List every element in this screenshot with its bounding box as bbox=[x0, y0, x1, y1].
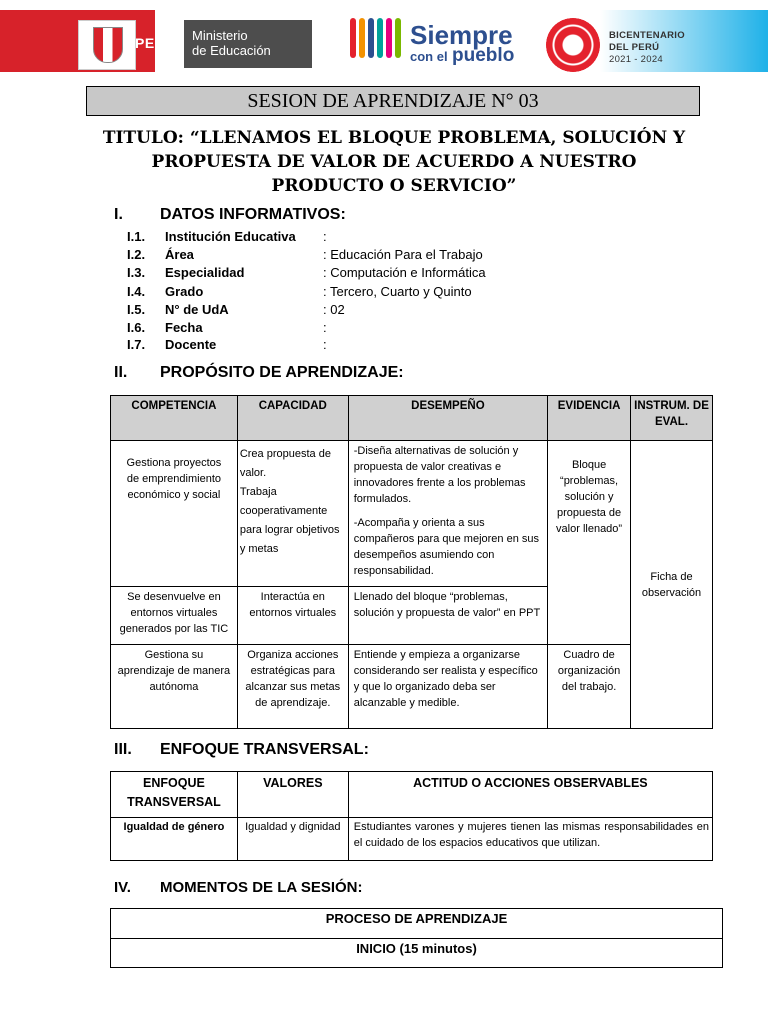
slogan-subtitle: con el pueblo bbox=[410, 45, 515, 66]
actitud-cell: Estudiantes varones y mujeres tienen las mismas responsabilidades en el cuidado de los espacios educativos que utilizan. bbox=[348, 818, 712, 861]
country-label: PERÚ bbox=[135, 35, 176, 51]
proceso-cell: PROCESO DE APRENDIZAJE bbox=[111, 909, 723, 939]
bicentenario-logo-icon bbox=[546, 18, 600, 72]
desempeno-cell: Entiende y empieza a organizarse considerando ser realista y específico y que lo organizado deba ser alcanzable y medible. bbox=[348, 645, 547, 729]
desempeno-cell: Llenado del bloque “problemas, solución y propuesta de valor” en PPT bbox=[348, 587, 547, 645]
header-capacidad: CAPACIDAD bbox=[237, 396, 348, 441]
header-valores: VALORES bbox=[237, 772, 348, 818]
ministry-label: Ministerio de Educación bbox=[192, 28, 271, 58]
momentos-table bbox=[110, 908, 723, 968]
capacidad-cell: Organiza acciones estratégicas para alcanzar sus metas de aprendizaje. bbox=[237, 645, 348, 729]
table-header-row bbox=[111, 396, 713, 441]
table-row bbox=[111, 441, 713, 587]
session-title: SESION DE APRENDIZAJE N° 03 bbox=[86, 86, 700, 116]
header-instrumento: INSTRUM. DE EVAL. bbox=[631, 396, 713, 441]
capacidad-cell: Crea propuesta de valor. Trabaja cooperativamente para lograr objetivos y metas bbox=[237, 441, 348, 587]
header-actitud: ACTITUD O ACCIONES OBSERVABLES bbox=[348, 772, 712, 818]
competencia-cell: Gestiona su aprendizaje de manera autónoma bbox=[111, 645, 238, 729]
instrumento-cell: Ficha de observación bbox=[631, 441, 713, 729]
competencia-cell: Gestiona proyectos de emprendimiento económico y social bbox=[111, 441, 238, 587]
table-row bbox=[111, 645, 713, 729]
inicio-cell: INICIO (15 minutos) bbox=[111, 939, 723, 968]
lesson-title: TITULO: “LLENAMOS EL BLOQUE PROBLEMA, SOLUCIÓN Y PROPUESTA DE VALOR DE ACUERDO A NUESTRO PRODUCTO O SERVICIO” bbox=[102, 128, 686, 196]
slogan-title: Siempre bbox=[410, 20, 513, 50]
table-header-row bbox=[111, 772, 713, 818]
people-logo-icon bbox=[350, 18, 406, 72]
capacidad-cell: Interactúa en entornos virtuales bbox=[237, 587, 348, 645]
enfoque-table bbox=[110, 771, 713, 861]
enfoque-cell: Igualdad de género bbox=[111, 818, 238, 861]
competencia-cell: Se desenvuelve en entornos virtuales generados por las TIC bbox=[111, 587, 238, 645]
bicentenario-label: BICENTENARIO DEL PERÚ 2021 - 2024 bbox=[609, 30, 685, 65]
proposito-table bbox=[110, 395, 713, 729]
desempeno-cell: -Diseña alternativas de solución y propuesta de valor creativas e innovadores frente a los problemas formulados. -Acompaña y orienta a sus compañeros para que mejoren en sus desempeños asumiendo con responsabilidad. bbox=[348, 441, 547, 587]
evidencia-cell: Cuadro de organización del trabajo. bbox=[548, 645, 631, 729]
header-competencia: COMPETENCIA bbox=[111, 396, 238, 441]
evidencia-cell: Bloque “problemas, solución y propuesta de valor llenado” bbox=[548, 441, 631, 645]
header-enfoque: ENFOQUE TRANSVERSAL bbox=[111, 772, 238, 818]
table-row bbox=[111, 909, 723, 939]
valores-cell: Igualdad y dignidad bbox=[237, 818, 348, 861]
header-evidencia: EVIDENCIA bbox=[548, 396, 631, 441]
table-row bbox=[111, 939, 723, 968]
header-banner bbox=[0, 0, 768, 80]
coat-of-arms-icon bbox=[78, 20, 136, 70]
datos-list: I.1. Institución Educativa : I.2. Área : Educación Para el Trabajo I.3. Especialidad : Computación e Informática I.4. Grado : Tercero, Cuarto y Quinto I.5. N° de UdA : 02 I.6. Fecha : I.7. Docente : bbox=[127, 229, 486, 352]
header-desempeno: DESEMPEÑO bbox=[348, 396, 547, 441]
table-row bbox=[111, 818, 713, 861]
